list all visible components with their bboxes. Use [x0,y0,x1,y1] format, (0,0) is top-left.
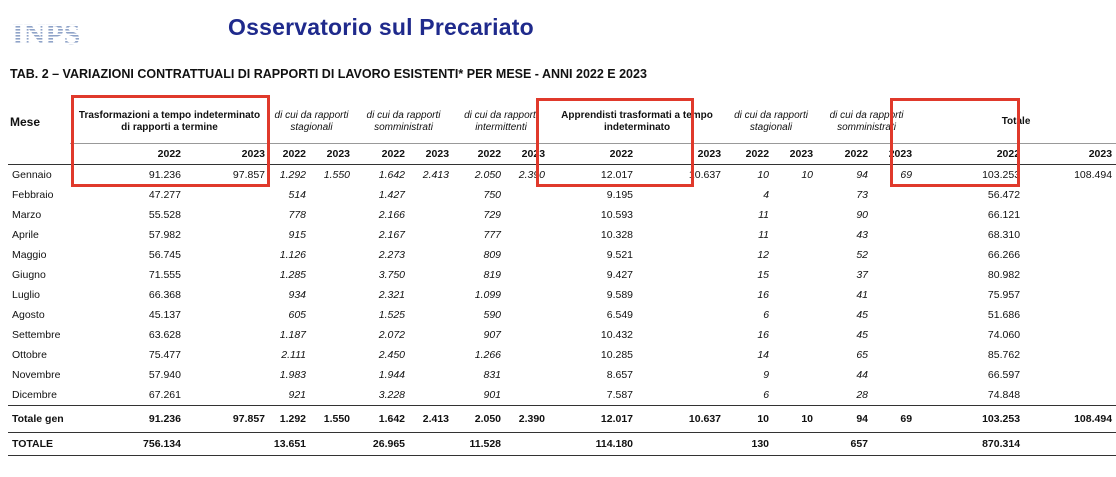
table-cell: 870.314 [916,433,1024,456]
table-cell: 65 [856,349,869,361]
month-label: Novembre [12,369,61,381]
table-cell: 1.550 [310,406,354,433]
table-cell [310,265,354,285]
table-cell [637,325,725,345]
table-cell [310,365,354,385]
month-label: Settembre [12,329,61,341]
table-cell: 28 [856,389,869,401]
table-cell: 97.857 [185,406,269,433]
table-cell: 57.982 [148,229,181,241]
table-cell [1024,365,1116,385]
table-cell: 514 [288,189,307,201]
table-cell: 69 [900,169,913,181]
table-cell [310,325,354,345]
mese-header: Mese [10,115,41,130]
month-label: Dicembre [12,389,57,401]
table-cell: 921 [288,389,307,401]
highlight-trasformazioni [71,95,270,187]
table-cell [637,305,725,325]
table-cell: 9 [763,369,770,381]
table-cell: 45.137 [148,309,181,321]
table-cell [505,385,549,406]
table-cell [872,385,916,406]
table-cell: 1.550 [323,169,351,181]
table-cell [1024,265,1116,285]
table-cell [505,205,549,225]
table-cell [1024,245,1116,265]
table-cell: 130 [725,433,773,456]
month-label: Marzo [12,209,42,221]
table-cell: 66.266 [987,249,1021,261]
table-cell: 11 [758,209,770,221]
table-cell: 2.390 [518,169,546,181]
table-cell: 12.017 [549,406,637,433]
table-row [8,385,1116,406]
table-cell [1024,385,1116,406]
table-cell: 43 [856,229,869,241]
group-header-app-stagionali: di cui da rapporti stagionali [725,101,817,144]
year-header: 2023 [425,148,450,160]
table-cell [505,285,549,305]
table-cell: 1.099 [474,289,502,301]
group-header-app-somministrati: di cui da rapporti somministrati [817,101,916,144]
table-cell: 1.266 [474,349,502,361]
table-cell: 777 [483,229,502,241]
table-cell [409,225,453,245]
month-label: Febbraio [12,189,54,201]
table-cell: 10.593 [600,209,634,221]
table-cell: 1.983 [279,369,307,381]
table-cell [185,185,269,205]
table-cell [310,245,354,265]
page-title: Osservatorio sul Precariato [228,14,534,40]
table-cell [872,245,916,265]
table-cell: 2.072 [378,329,406,341]
table-cell [409,305,453,325]
table-cell: 26.965 [354,433,409,456]
table-cell: 590 [483,309,502,321]
table-cell [185,345,269,365]
table-cell [872,433,916,456]
table-cell: 91.236 [70,406,185,433]
table-cell: 9.427 [606,269,634,281]
table-cell: 69 [872,406,916,433]
table-cell [872,225,916,245]
highlight-totale [890,98,1020,187]
table-cell [185,285,269,305]
table-row [8,185,1116,205]
table-cell: 7.587 [606,389,634,401]
table-cell: 9.195 [606,189,634,201]
table-cell: 2.111 [281,349,307,361]
table-cell: 12 [757,249,770,261]
table-cell [773,433,817,456]
table-cell: 1.642 [354,406,409,433]
inps-logo [10,8,81,54]
table-cell [637,205,725,225]
table-cell: 85.762 [987,349,1021,361]
table-cell [637,365,725,385]
table-cell: 47.277 [148,189,181,201]
table-cell [505,225,549,245]
table-cell: 45 [856,329,869,341]
table-cell: 778 [288,209,307,221]
table-cell [409,185,453,205]
table-cell [310,433,354,456]
table-cell: 75.957 [987,289,1021,301]
table-cell: 75.477 [148,349,181,361]
table-row [8,245,1116,265]
table-cell: 51.686 [987,309,1021,321]
table-cell: 2.050 [474,169,502,181]
logo-text: INPS [12,18,81,51]
table-cell: 66.121 [987,209,1021,221]
table-cell [185,265,269,285]
table-cell [773,265,817,285]
table-cell [310,345,354,365]
table-cell [409,345,453,365]
table-cell: 3.228 [378,389,406,401]
table-cell: 1.292 [279,169,307,181]
table-cell [409,265,453,285]
group-header-totale: Totale [916,101,1116,144]
table-row [8,365,1116,385]
table-cell: 1.525 [378,309,406,321]
year-header: 2023 [697,148,722,160]
table-cell: 1.285 [279,269,307,281]
highlight-apprendisti [536,98,694,187]
table-cell: 44 [856,369,869,381]
table-cell: 10 [801,169,814,181]
table-cell: 74.060 [987,329,1021,341]
totale-row [8,433,1116,456]
table-cell: 657 [817,433,872,456]
table-cell [872,205,916,225]
table-cell [773,385,817,406]
table-cell [637,185,725,205]
table-cell: 6 [763,389,770,401]
month-label: Gennaio [12,169,52,181]
table-cell [1024,305,1116,325]
table-cell: 91.236 [148,169,181,181]
table-cell [1024,345,1116,365]
table-cell [185,365,269,385]
table-cell [773,345,817,365]
table-cell [409,433,453,456]
table-cell: 90 [856,209,869,221]
totale-gen-label: Totale gen [8,406,70,433]
table-cell: 756.134 [70,433,185,456]
table-cell [310,225,354,245]
year-header: 2022 [477,148,502,160]
table-row [8,285,1116,305]
table-cell: 94 [817,406,872,433]
table-cell: 45 [856,309,869,321]
table-cell [872,305,916,325]
table-cell [773,325,817,345]
table-cell [1024,285,1116,305]
table-cell [185,225,269,245]
table-cell: 1.292 [269,406,310,433]
table-cell [505,245,549,265]
table-cell: 10 [773,406,817,433]
table-cell: 10.432 [600,329,634,341]
group-header-apprendisti: Apprendisti trasformati a tempo indeterminato [549,101,725,144]
table-cell [1024,205,1116,225]
table-cell: 12.017 [600,169,634,181]
table-cell [310,185,354,205]
table-cell: 56.745 [148,249,181,261]
table-cell: 819 [483,269,502,281]
table-row [8,265,1116,285]
table-cell: 2.321 [378,289,406,301]
table-cell: 10.328 [600,229,634,241]
totale-gen-row [8,406,1116,433]
table-cell [409,365,453,385]
table-cell: 8.657 [606,369,634,381]
table-cell [872,325,916,345]
table-cell [637,265,725,285]
year-header: 2022 [157,148,181,160]
table-cell: 2.413 [422,169,450,181]
month-label: Agosto [12,309,45,321]
table-cell: 2.413 [409,406,453,433]
table-cell [773,185,817,205]
table-cell: 9.589 [606,289,634,301]
table-cell: 80.982 [987,269,1021,281]
year-header: 2022 [609,148,634,160]
table-cell [872,285,916,305]
year-header: 2022 [745,148,770,160]
table-cell: 114.180 [549,433,637,456]
year-header: 2023 [1088,148,1113,160]
table-cell [310,305,354,325]
table-cell: 907 [483,329,502,341]
table-cell [185,305,269,325]
table-cell: 57.940 [148,369,181,381]
table-cell [1024,185,1116,205]
month-label: Maggio [12,249,47,261]
table-cell: 2.450 [378,349,406,361]
table-cell: 108.494 [1074,169,1113,181]
table-cell [505,305,549,325]
table-cell [773,205,817,225]
table-cell: 2.390 [505,406,549,433]
table-cell [637,225,725,245]
table-cell [773,365,817,385]
table-cell [409,245,453,265]
year-header: 2022 [844,148,869,160]
table-cell: 56.472 [987,189,1021,201]
totale-label: TOTALE [8,433,70,456]
table-cell [505,265,549,285]
table-cell: 97.857 [232,169,266,181]
table-row [8,225,1116,245]
table-cell: 3.750 [378,269,406,281]
table-cell [505,365,549,385]
table-cell: 55.528 [148,209,181,221]
table-cell: 67.261 [148,389,181,401]
table-cell: 66.597 [987,369,1021,381]
year-header: 2022 [282,148,307,160]
year-header: 2023 [888,148,913,160]
table-row [8,345,1116,365]
group-header-trasformazioni: Trasformazioni a tempo indeterminato di rapporti a termine [70,101,269,144]
table-cell: 1.642 [378,169,406,181]
group-header-intermittenti: di cui da rapporti intermittenti [453,101,549,144]
table-cell: 831 [483,369,502,381]
table-cell: 2.273 [378,249,406,261]
table-cell [505,345,549,365]
table-cell: 10.637 [688,169,722,181]
table-cell: 16 [757,289,770,301]
table-cell [773,245,817,265]
year-header: 2023 [789,148,814,160]
table-row [8,205,1116,225]
table-cell [1024,325,1116,345]
table-cell [505,185,549,205]
table-cell: 15 [757,269,770,281]
year-header: 2023 [326,148,351,160]
table-cell [505,433,549,456]
year-header: 2022 [381,148,406,160]
table-cell [409,205,453,225]
table-cell: 1.187 [279,329,307,341]
table-cell: 10.637 [637,406,725,433]
table-cell: 2.050 [453,406,505,433]
table-cell [310,285,354,305]
table-cell [637,433,725,456]
table-cell [185,385,269,406]
table-cell: 66.368 [148,289,181,301]
table-cell [637,285,725,305]
year-header: 2023 [521,148,546,160]
table-cell: 68.310 [987,229,1021,241]
table-cell [637,385,725,406]
table-cell [773,305,817,325]
table-cell: 11.528 [453,433,505,456]
month-label: Giugno [12,269,46,281]
table-cell: 729 [483,209,502,221]
table-cell: 11 [758,229,770,241]
table-cell [409,325,453,345]
table-cell: 809 [483,249,502,261]
table-cell: 2.167 [378,229,406,241]
table-cell [637,245,725,265]
group-header-somministrati: di cui da rapporti somministrati [354,101,453,144]
table-cell: 94 [856,169,869,181]
table-cell: 10 [757,169,770,181]
table-row [8,325,1116,345]
table-cell: 6 [763,309,770,321]
table-cell [637,345,725,365]
table-cell: 10.285 [600,349,634,361]
table-cell: 71.555 [148,269,181,281]
table-cell [773,285,817,305]
table-cell: 605 [288,309,307,321]
table-cell: 73 [856,189,869,201]
table-cell [185,325,269,345]
table-cell: 103.253 [982,169,1021,181]
table-cell: 1.944 [378,369,406,381]
table-cell: 103.253 [916,406,1024,433]
table-cell: 52 [856,249,869,261]
table-cell: 10 [725,406,773,433]
table-cell [773,225,817,245]
table-cell: 63.628 [148,329,181,341]
table-cell: 901 [483,389,502,401]
table-cell [409,385,453,406]
table-cell [872,345,916,365]
table-cell [505,325,549,345]
table-cell [872,265,916,285]
table-cell [185,205,269,225]
table-row [8,305,1116,325]
table-cell [872,365,916,385]
table-cell [409,285,453,305]
table-cell [185,433,269,456]
year-header: 2023 [241,148,266,160]
table-cell: 934 [288,289,307,301]
table-cell: 13.651 [269,433,310,456]
table-cell [1024,225,1116,245]
month-label: Luglio [12,289,41,301]
month-label: Aprile [12,229,39,241]
table-cell: 2.166 [378,209,406,221]
table-cell [1024,433,1116,456]
table-cell [872,185,916,205]
table-caption: TAB. 2 – VARIAZIONI CONTRATTUALI DI RAPPORTI DI LAVORO ESISTENTI* PER MESE - ANNI 2022 E 2023 [10,67,647,81]
table-cell: 1.427 [378,189,406,201]
table-cell: 74.848 [987,389,1021,401]
table-cell: 1.126 [279,249,307,261]
table-cell: 16 [757,329,770,341]
table-cell: 37 [856,269,869,281]
table-cell: 9.521 [606,249,634,261]
month-label: Ottobre [12,349,48,361]
table-cell: 4 [763,189,770,201]
table-cell [310,385,354,406]
year-header: 2022 [996,148,1021,160]
table-cell [185,245,269,265]
table-cell: 6.549 [606,309,634,321]
table-cell: 41 [856,289,869,301]
table-cell: 14 [757,349,770,361]
table-cell [310,205,354,225]
table-cell: 750 [483,189,502,201]
group-header-stagionali: di cui da rapporti stagionali [269,101,354,144]
table-cell: 915 [288,229,307,241]
table-cell: 108.494 [1024,406,1116,433]
